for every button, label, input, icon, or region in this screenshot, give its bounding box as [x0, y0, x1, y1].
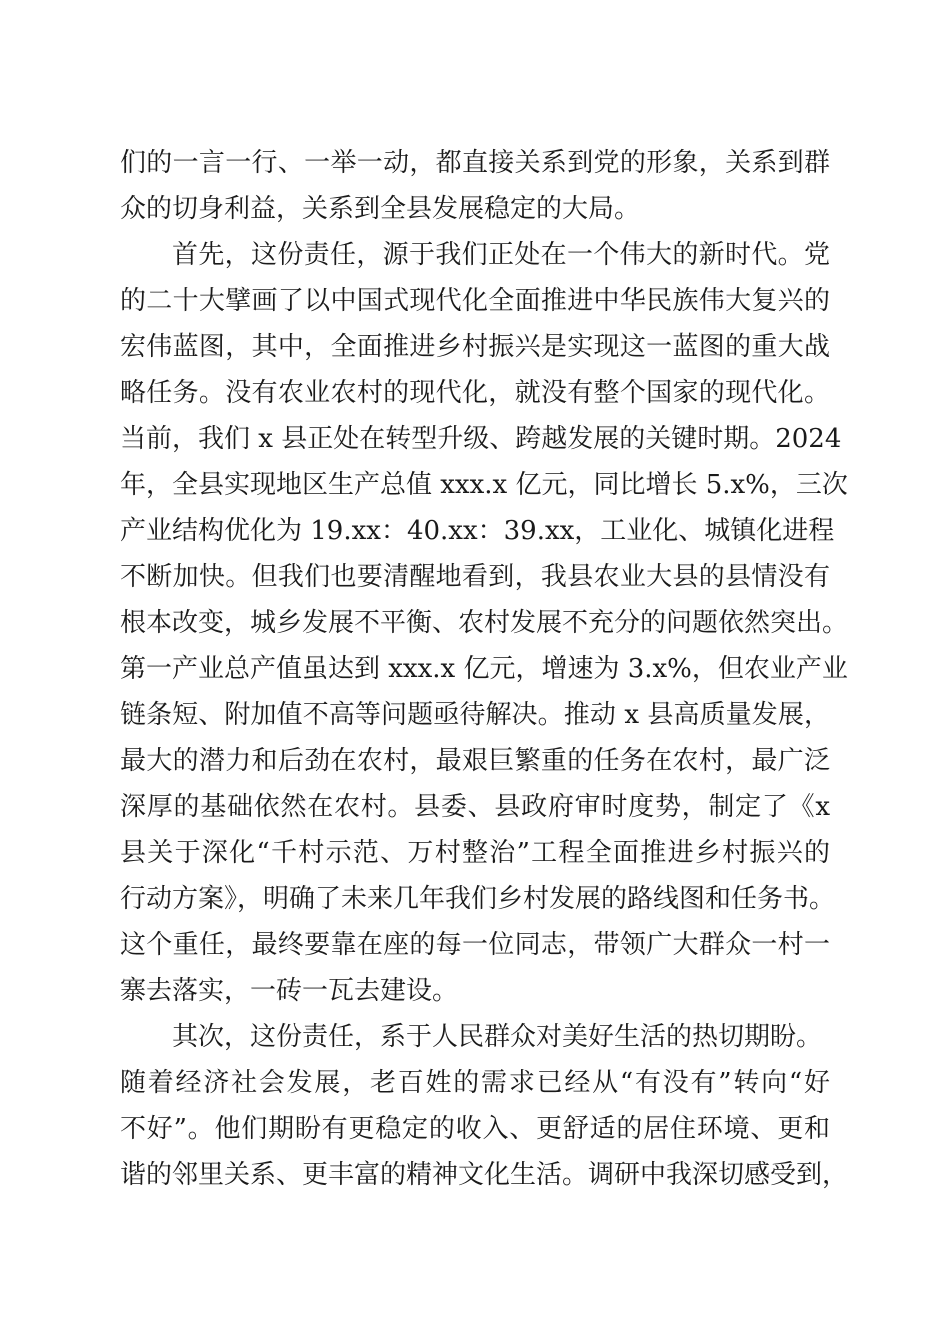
text-line: 随着经济社会发展，老百姓的需求已经从“有没有”转向“好 — [120, 1068, 830, 1098]
text-line: 产业结构优化为 19.xx：40.xx：39.xx，工业化、城镇化进程 — [120, 516, 835, 546]
document-page — [120, 140, 849, 1198]
text-line: 深厚的基础依然在农村。县委、县政府审时度势，制定了《x — [120, 792, 830, 822]
text-line: 第一产业总产值虽达到 xxx.x 亿元，增速为 3.x%，但农业产业 — [120, 654, 848, 684]
text-line: 年，全县实现地区生产总值 xxx.x 亿元，同比增长 5.x%，三次 — [120, 470, 848, 500]
text-line: 链条短、附加值不高等问题亟待解决。推动 x 县高质量发展， — [120, 700, 830, 730]
text-line: 寨去落实，一砖一瓦去建设。 — [120, 976, 459, 1006]
text-line: 最大的潜力和后劲在农村，最艰巨繁重的任务在农村，最广泛 — [120, 746, 830, 776]
text-line: 当前，我们 x 县正处在转型升级、跨越发展的关键时期。2024 — [120, 424, 842, 454]
paragraph-1 — [120, 140, 830, 232]
paragraph-3 — [120, 1014, 849, 1198]
text-line: 县关于深化“千村示范、万村整治”工程全面推进乡村振兴的 — [120, 838, 830, 868]
text-line: 的二十大擘画了以中国式现代化全面推进中华民族伟大复兴的 — [120, 286, 830, 316]
text-line: 们的一言一行、一举一动，都直接关系到党的形象，关系到群 — [120, 148, 830, 178]
text-line: 众的切身利益，关系到全县发展稳定的大局。 — [120, 194, 641, 224]
text-line: 其次，这份责任，系于人民群众对美好生活的热切期盼。 — [172, 1022, 823, 1052]
text-line: 谐的邻里关系、更丰富的精神文化生活。调研中我深切感受到， — [120, 1160, 849, 1190]
text-line: 根本改变，城乡发展不平衡、农村发展不充分的问题依然突出。 — [120, 608, 849, 638]
text-line: 这个重任，最终要靠在座的每一位同志，带领广大群众一村一 — [120, 930, 830, 960]
text-line: 宏伟蓝图，其中，全面推进乡村振兴是实现这一蓝图的重大战 — [120, 332, 830, 362]
text-line: 略任务。没有农业农村的现代化，就没有整个国家的现代化。 — [120, 378, 830, 408]
text-line: 首先，这份责任，源于我们正处在一个伟大的新时代。党 — [172, 240, 830, 270]
paragraph-2 — [120, 232, 849, 1014]
text-line: 不好”。他们期盼有更稳定的收入、更舒适的居住环境、更和 — [120, 1114, 830, 1144]
text-line: 不断加快。但我们也要清醒地看到，我县农业大县的县情没有 — [120, 562, 830, 592]
text-line: 行动方案》，明确了未来几年我们乡村发展的路线图和任务书。 — [120, 884, 836, 914]
